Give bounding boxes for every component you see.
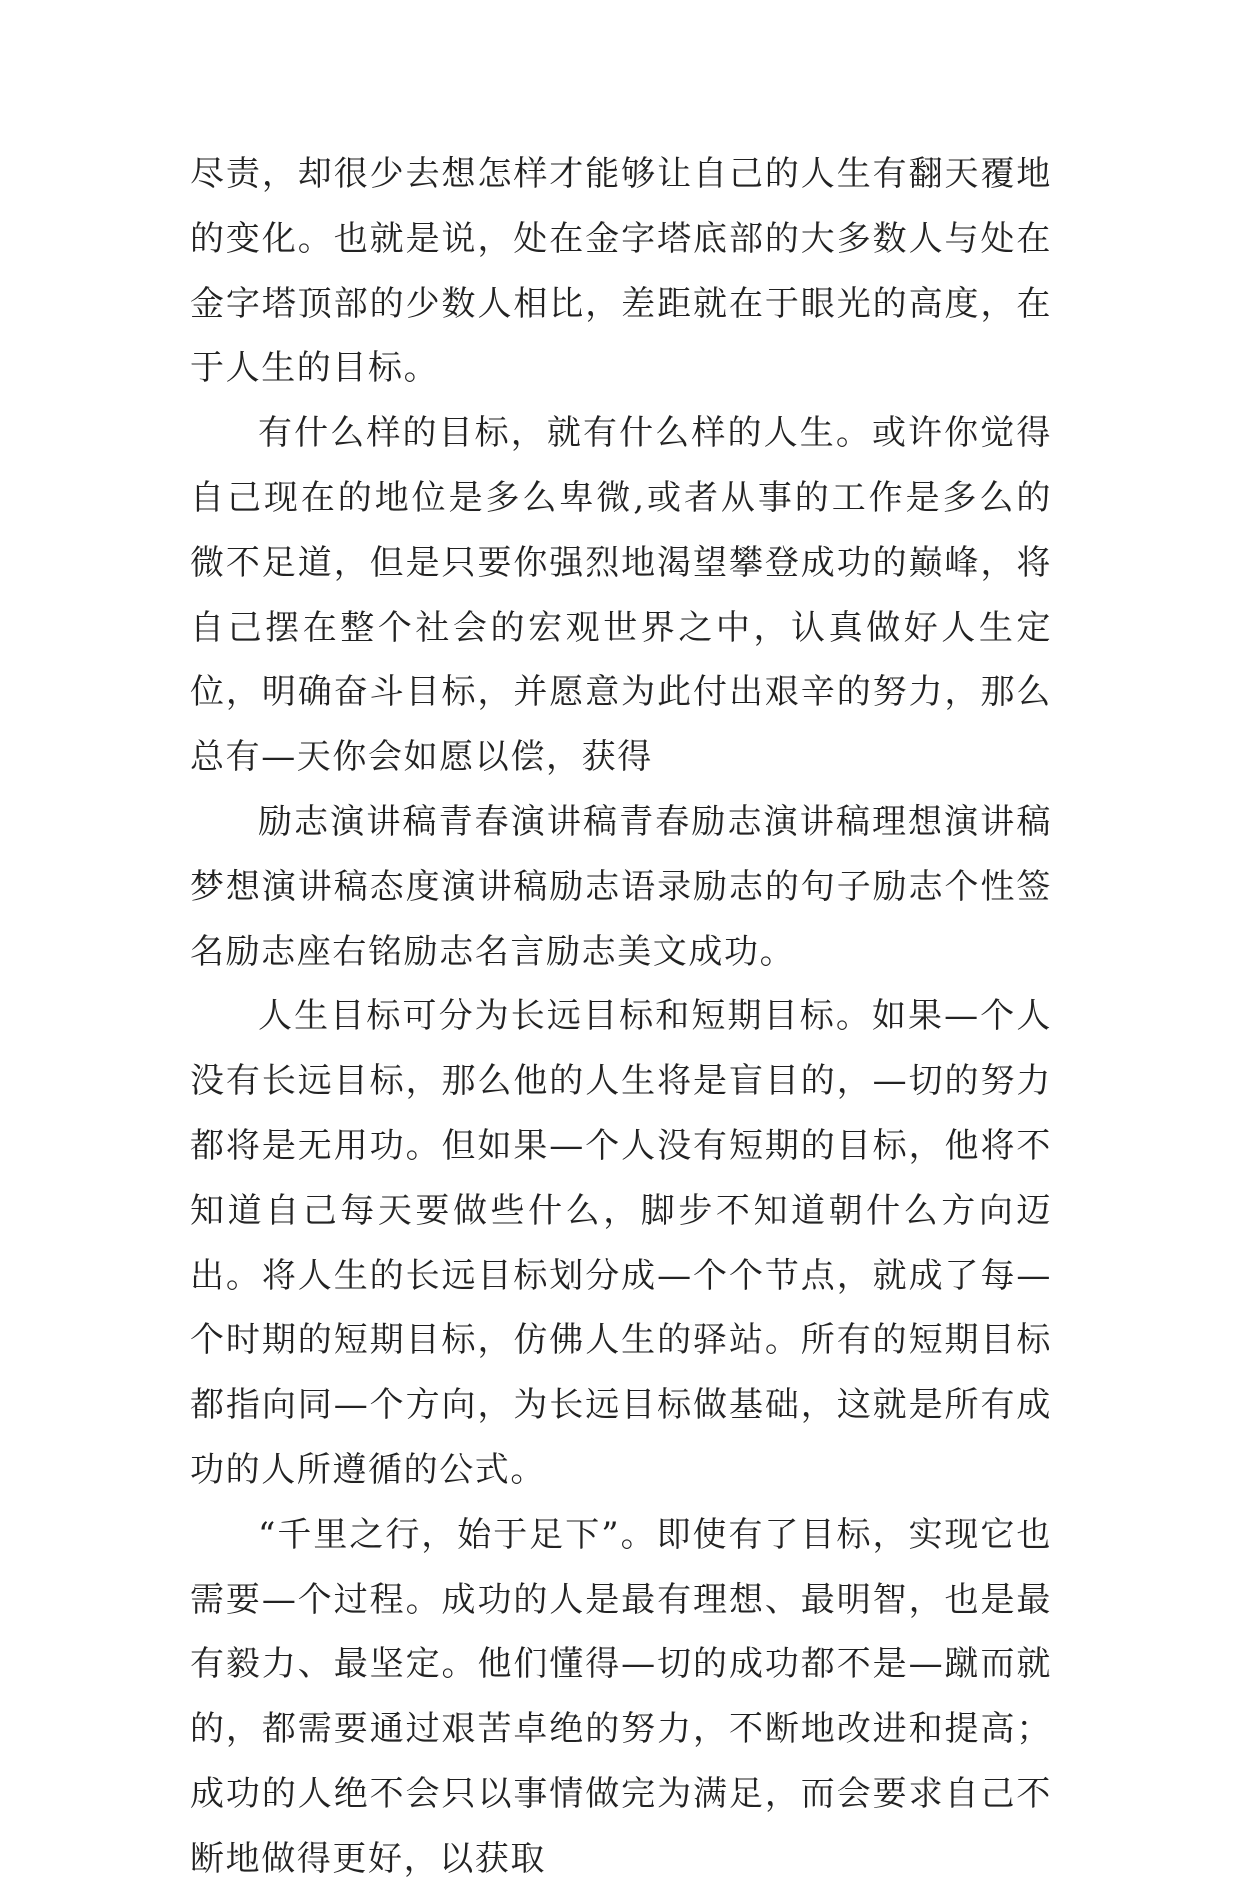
- document-body: [190, 142, 1052, 1892]
- paragraph-1: 尽责，却很少去想怎样才能够让自己的人生有翻天覆地的变化。也就是说，处在金字塔底部的大多数人与处在金字塔顶部的少数人相比，差距就在于眼光的高度，在于人生的目标。: [190, 154, 1052, 389]
- paragraph-2: 有什么样的目标，就有什么样的人生。或许你觉得自己现在的地位是多么卑微,或者从事的工作是多么的微不足道，但是只要你强烈地渴望攀登成功的巅峰，将自己摆在整个社会的宏观世界之中，认真做好人生定位，明确奋斗目标，并愿意为此付出艰辛的努力，那么总有—天你会如愿以偿，获得: [190, 413, 1052, 778]
- paragraph-3: 励志演讲稿青春演讲稿青春励志演讲稿理想演讲稿梦想演讲稿态度演讲稿励志语录励志的句子励志个性签名励志座右铭励志名言励志美文成功。: [190, 801, 1052, 972]
- paragraph-4: 人生目标可分为长远目标和短期目标。如果—个人没有长远目标，那么他的人生将是盲目的，—切的努力都将是无用功。但如果—个人没有短期的目标，他将不知道自己每天要做些什么，脚步不知道朝什么方向迈出。将人生的长远目标划分成—个个节点，就成了每—个时期的短期目标，仿佛人生的驿站。所有的短期目标都指向同—个方向，为长远目标做基础，这就是所有成功的人所遵循的公式。: [190, 996, 1052, 1490]
- paragraph-5: “千里之行，始于足下”。即使有了目标，实现它也需要—个过程。成功的人是最有理想、最明智，也是最有毅力、最坚定。他们懂得—切的成功都不是—蹴而就的，都需要通过艰苦卓绝的努力，不断地改进和提高；成功的人绝不会只以事情做完为满足，而会要求自己不断地做得更好，以获取: [190, 1514, 1052, 1879]
